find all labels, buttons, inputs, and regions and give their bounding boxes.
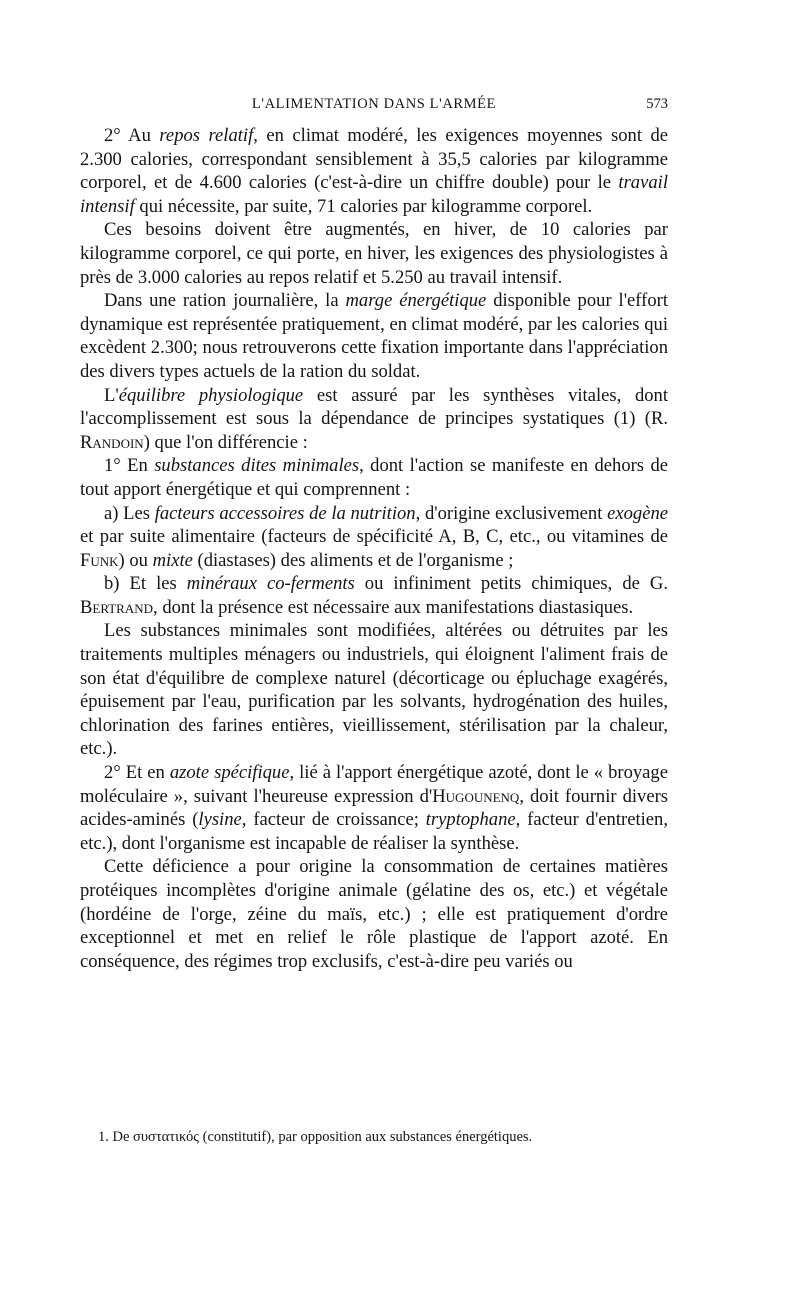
text-run: , en climat modéré, les exigences moyennes sont de 2.300 calories, correspondant sensiblement à 35,5 calories par kilogramme corporel, et de 4.600 calories (c'est-à-dire un chiffre double) pour le [80, 125, 669, 194]
text-run: ) ou [118, 549, 153, 571]
italic-term: exogène [607, 502, 668, 524]
text-run: 1. De [98, 1129, 134, 1145]
italic-term: substances dites minimales [154, 455, 360, 477]
text-run: , facteur de croissance; [241, 809, 426, 831]
paragraph-repos-relatif [80, 124, 668, 218]
author-name: Hugounenq [432, 785, 520, 807]
text-run: est assuré par les synthèses vitales, dont l'accomplissement est sous la dépendance de principes systatiques [80, 384, 668, 430]
running-title: L'ALIMENTATION DANS L'ARMÉE [251, 96, 497, 112]
text-run: b) Et les [104, 573, 187, 595]
greek-term: συστατικός [133, 1129, 199, 1145]
footnote-reference: (1) [613, 408, 636, 430]
text-run: L' [104, 384, 119, 406]
paragraph-deficience [80, 855, 668, 973]
document-page [80, 0, 668, 1305]
text-run: a) Les [104, 502, 155, 524]
author-name: Bertrand [80, 596, 154, 618]
italic-term: tryptophane [425, 809, 516, 831]
text-run: ou infiniment petits chimiques, de G. [354, 573, 668, 595]
author-name: Funk [80, 549, 119, 571]
text-run: , dont l'action se manifeste en dehors de tout apport énergétique et qui comprennent : [80, 455, 668, 500]
italic-term: équilibre physiologique [118, 384, 304, 406]
italic-term: marge énergétique [345, 290, 487, 312]
text-run: (R. [635, 408, 668, 430]
text-run: disponible pour l'effort dynamique est représentée pratiquement, en climat modéré, par les calories qui excèdent 2.300; nous retrouverons cette fixation importante dans l'appréciation des divers types actuels de la ration du soldat. [80, 290, 668, 382]
text-run: , d'origine exclusivement [415, 502, 608, 524]
text-run: 1° En [104, 455, 155, 477]
author-name: Randoin [80, 431, 144, 453]
paragraph-equilibre-physiologique [80, 384, 668, 455]
paragraph-facteurs-accessoires [80, 502, 668, 573]
text-run: 2° Et en [104, 762, 170, 784]
body-text [80, 124, 668, 973]
paragraph-mineraux-co-ferments [80, 572, 668, 619]
text-run: , dont la présence est nécessaire aux manifestations diastasiques. [153, 596, 634, 618]
paragraph-azote-specifique [80, 761, 668, 855]
paragraph-substances-minimales [80, 454, 668, 501]
page-number: 573 [646, 96, 668, 112]
text-run: (constitutif), par opposition aux substances énergétiques. [199, 1129, 533, 1145]
footnotes [80, 1128, 668, 1147]
text-run: Cette déficience a pour origine la consommation de certaines matières protéiques incomplètes d'origine animale (gélatine des os, etc.) et végétale (hordéine de l'orge, zéine du maïs, etc.) ; elle est pratiquement d'ordre exceptionnel et met en relief le rôle plastique de l'apport azoté. En conséquence, des régimes trop exclusifs, c'est-à-dire peu variés ou [80, 856, 668, 972]
text-run: (diastases) des aliments et de l'organisme ; [192, 549, 514, 571]
paragraph-marge-energetique [80, 289, 668, 383]
italic-term: lysine [198, 809, 242, 831]
paragraph-besoins-hiver [80, 218, 668, 289]
text-run: et par suite alimentaire (facteurs de spécificité A, B, C, etc., ou vitamines de [80, 526, 668, 548]
italic-term: travail intensif [80, 172, 668, 217]
italic-term: repos relatif [159, 125, 254, 146]
text-run: Dans une ration journalière, la [104, 290, 346, 312]
italic-term: mixte [152, 549, 193, 571]
italic-term: facteurs accessoires de la nutrition [154, 502, 416, 524]
text-run: qui nécessite, par suite, 71 calories par kilogramme corporel. [134, 195, 593, 217]
text-run: , doit fournir divers acides-aminés ( [80, 785, 669, 831]
text-run: , lié à l'apport énergétique azoté, dont le « broyage moléculaire », suivant l'heureuse expression d' [80, 762, 668, 807]
footnote-1 [80, 1128, 668, 1147]
text-run: 2° Au [104, 125, 160, 146]
italic-term: minéraux co-ferments [186, 573, 355, 595]
paragraph-traitements [80, 619, 668, 761]
text-run: , facteur d'entretien, etc.), dont l'organisme est incapable de réaliser la synthèse. [80, 809, 668, 854]
running-head [80, 96, 668, 120]
text-run: Les substances minimales sont modifiées, altérées ou détruites par les traitements multiples ménagers ou industriels, qui éloignent l'aliment frais de son état d'équilibre de complexe naturel (décorticage ou épluchage exagérés, épuisement par l'eau, purification par les solvants, hydrogénation des huiles, chlorination des farines entières, vieillissement, stérilisation par la chaleur, etc.). [80, 620, 668, 760]
italic-term: azote spécifique [169, 762, 290, 784]
text-run: ) que l'on différencie : [143, 431, 308, 453]
text-run: Ces besoins doivent être augmentés, en hiver, de 10 calories par kilogramme corporel, ce qui porte, en hiver, les exigences des physiologistes à près de 3.000 calories au repos relatif et 5.250 au travail intensif. [80, 219, 668, 288]
